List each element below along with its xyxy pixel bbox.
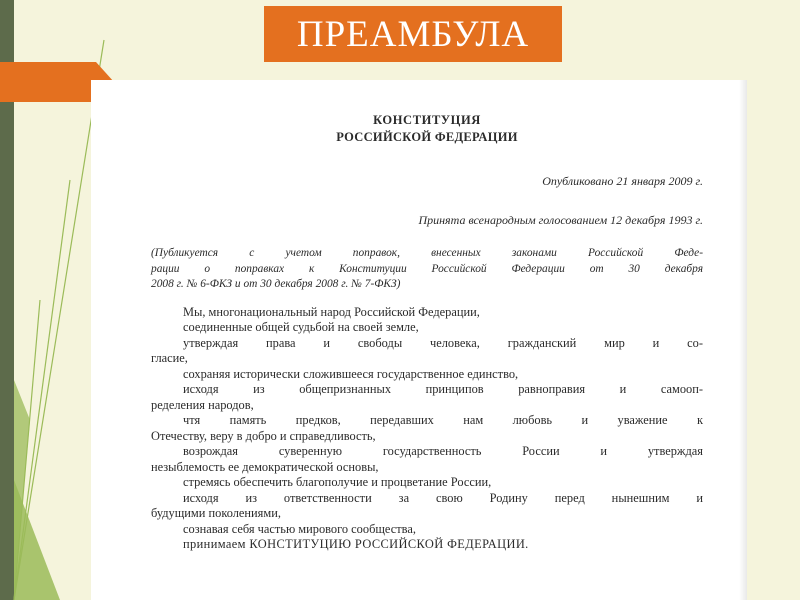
preamble-line: сохраняя исторически сложившееся государственное единство, <box>183 366 519 381</box>
adopted-date: Принята всенародным голосованием 12 декабря 1993 г. <box>418 213 703 227</box>
preamble-line: будущими поколениями, <box>151 506 281 520</box>
document-scan <box>91 80 747 600</box>
note-line: 2008 г. № 6-ФКЗ и от 30 декабря 2008 г. № 7-ФКЗ) <box>151 278 401 290</box>
published-date: Опубликовано 21 января 2009 г. <box>542 174 703 188</box>
orange-accent-bar <box>0 62 96 102</box>
document-heading-line1: КОНСТИТУЦИЯ <box>373 113 481 127</box>
document-edge-shadow <box>739 80 747 600</box>
preamble-line: принимаем КОНСТИТУЦИЮ РОССИЙСКОЙ ФЕДЕРАЦИИ. <box>183 537 529 551</box>
note-line: рации о поправках к Конституции Российской Федерации от 30 декабря <box>151 262 703 275</box>
preamble-line: незыблемость ее демократической основы, <box>151 459 379 474</box>
preamble-line: чтя память предков, передавших нам любовь и уважение к <box>183 413 703 427</box>
preamble-line: ределения народов, <box>151 397 254 412</box>
preamble-line: гласие, <box>151 351 188 365</box>
preamble-line: соединенные общей судьбой на своей земле, <box>183 320 419 334</box>
preamble-line: утверждая права и свободы человека, гражданский мир и со- <box>183 335 703 350</box>
preamble-line: стремясь обеспечить благополучие и процветание России, <box>183 475 492 489</box>
preamble-line: исходя из общепризнанных принципов равноправия и самооп- <box>183 382 703 396</box>
slide-title-box <box>264 6 562 62</box>
preamble-line: сознавая себя частью мирового сообщества, <box>183 521 416 536</box>
note-line: (Публикуется с учетом поправок, внесенных законами Российской Феде- <box>151 247 703 259</box>
slide-title: ПРЕАМБУЛА <box>296 13 530 55</box>
preamble-line: исходя из ответственности за свою Родину перед нынешним и <box>183 490 703 505</box>
amendments-note <box>151 246 703 293</box>
preamble-line: Мы, многонациональный народ Российской Федерации, <box>183 304 480 319</box>
document-heading-line2: РОССИЙСКОЙ ФЕДЕРАЦИИ <box>336 130 518 144</box>
preamble-line: Отечеству, веру в добро и справедливость, <box>151 428 376 443</box>
preamble-text <box>151 305 703 553</box>
preamble-line: возрождая суверенную государственность России и утверждая <box>183 444 703 458</box>
